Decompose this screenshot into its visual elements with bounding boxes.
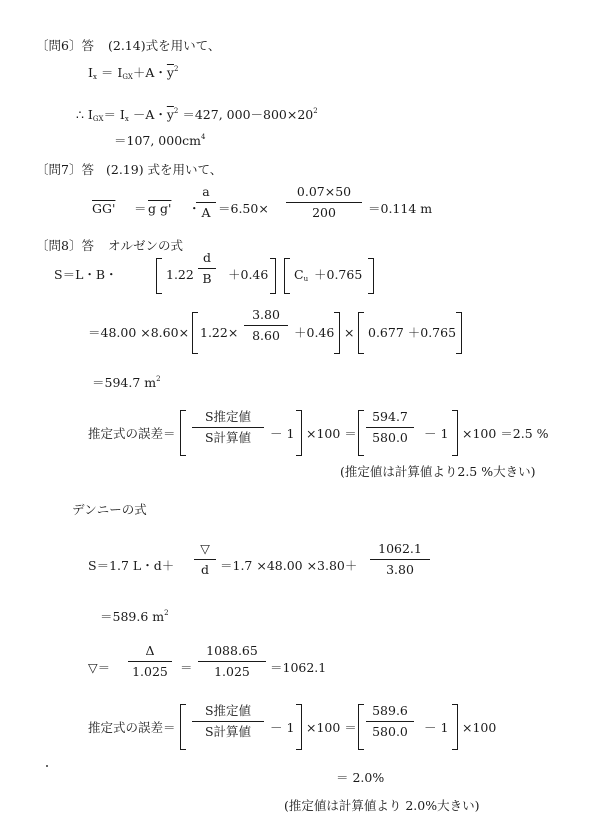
error1-result: ×100 ＝2.5 % (462, 426, 549, 441)
q6-equation-2: ∴ $I_{GX}= I_x -A$・$\overline{y}^2 =427$, $000-800\times 20^2$ (76, 107, 318, 123)
q6-label: 〔問6〕答 (36, 38, 94, 53)
olsen-s-lhs: S＝L・B・ (54, 267, 118, 282)
q6-result: ＝107, $000cm^4$ (114, 133, 206, 148)
error1-right-bracket (296, 410, 302, 456)
denny-fraction-nabla-over-d: ▽ d (194, 543, 216, 576)
error2-minus-one: － 1 (270, 720, 295, 735)
nabla-fraction-values: 1088.65 1.025 (198, 645, 266, 678)
olsen-l2-p2-right-bracket (456, 312, 462, 354)
olsen-line2-prefix: ＝48.00 ×8.60× (88, 325, 190, 340)
olsen-fraction-380-over-860: 3.80 8.60 (244, 309, 288, 342)
error1-left-bracket (180, 410, 186, 456)
error1-minus-one: － 1 (270, 426, 295, 441)
q6-intro: (2.14)式を用いて、 (108, 38, 221, 53)
error1-fraction-estimate-over-calc: S推定値 S計算値 (192, 411, 264, 444)
olsen-p1-coef: 1.22 (166, 267, 194, 282)
q7-result: ＝0.114 m (368, 201, 433, 216)
denny-fraction-values: 1062.1 3.80 (370, 543, 430, 576)
olsen-l2-coef: 1.22× (200, 325, 239, 340)
error1-x100: ×100 ＝ (306, 426, 357, 441)
error2-tail: ×100 (462, 720, 497, 735)
q8-method-olsen: オルゼンの式 (108, 238, 184, 253)
error2-right-bracket (296, 704, 302, 750)
error2-fraction-values: 589.6 580.0 (366, 705, 414, 738)
olsen-p1-left-bracket (156, 258, 162, 294)
q7-label: 〔問7〕答 (36, 162, 94, 177)
q7-multiplier: ＝6.50× (218, 201, 269, 216)
q7-gg-bar: g g' (148, 201, 172, 216)
olsen-l2-const: ＋0.46 (294, 325, 335, 340)
nabla-result: ＝1062.1 (270, 660, 327, 675)
error2-left-bracket (180, 704, 186, 750)
nabla-fraction-delta: Δ 1.025 (128, 645, 172, 678)
error1-values-right-bracket (452, 410, 458, 456)
error2-values-right-bracket (452, 704, 458, 750)
error1-note: (推定値は計算値より2.5 %大きい) (340, 464, 536, 479)
error2-label: 推定式の誤差＝ (88, 720, 176, 735)
olsen-p2-cu: $C_u$ (294, 267, 309, 283)
olsen-l2-right-bracket (334, 312, 340, 354)
olsen-p1-right-bracket (270, 258, 276, 294)
q7-intro: (2.19) 式を用いて、 (106, 162, 223, 177)
denny-s-lhs: S＝1.7 L・d＋ (88, 558, 175, 573)
nabla-equals: ＝ (180, 660, 193, 675)
q7-fraction-a-over-A: a A (196, 186, 216, 219)
olsen-p2-right-bracket (368, 258, 374, 294)
olsen-l2-p2-left-bracket (358, 312, 364, 354)
olsen-p2-const: ＋0.765 (314, 267, 363, 282)
q7-lhs-gg: GG' (92, 201, 116, 216)
error2-note: (推定値は計算値より 2.0%大きい) (284, 798, 480, 813)
nabla-lhs: ▽＝ (88, 660, 111, 675)
q7-fraction-values: 0.07×50 200 (286, 186, 362, 219)
error1-fraction-values: 594.7 580.0 (366, 411, 414, 444)
olsen-p1-const: ＋0.46 (228, 267, 269, 282)
error1-values-minus-one: － 1 (424, 426, 449, 441)
denny-middle: ＝1.7 ×48.00 ×3.80＋ (220, 558, 358, 573)
error2-x100: ×100 ＝ (306, 720, 357, 735)
error1-label: 推定式の誤差＝ (88, 426, 176, 441)
q6-equation-1: $I_x = I_{GX}+A$・$\overline{y}^2$ (88, 65, 179, 81)
error1-values-left-bracket (358, 410, 364, 456)
olsen-fraction-d-over-B: d B (198, 252, 216, 285)
q8-method-denny: デンニーの式 (72, 502, 147, 517)
scan-speck (46, 765, 48, 767)
olsen-l2-left-bracket (192, 312, 198, 354)
error2-values-minus-one: － 1 (424, 720, 449, 735)
olsen-l2-multiply: × (344, 325, 355, 340)
denny-result: ＝589.6 $m^2$ (100, 609, 169, 624)
error2-result: ＝ 2.0% (336, 770, 385, 785)
q7-dot: ・ (188, 201, 201, 216)
q8-label: 〔問8〕答 (36, 238, 94, 253)
olsen-l2-p2: 0.677 ＋0.765 (368, 325, 457, 340)
error2-values-left-bracket (358, 704, 364, 750)
q7-equals: ＝ (134, 201, 147, 216)
olsen-p2-left-bracket (284, 258, 290, 294)
olsen-result: ＝594.7 $m^2$ (92, 375, 161, 390)
error2-fraction-estimate-over-calc: S推定値 S計算値 (192, 705, 264, 738)
